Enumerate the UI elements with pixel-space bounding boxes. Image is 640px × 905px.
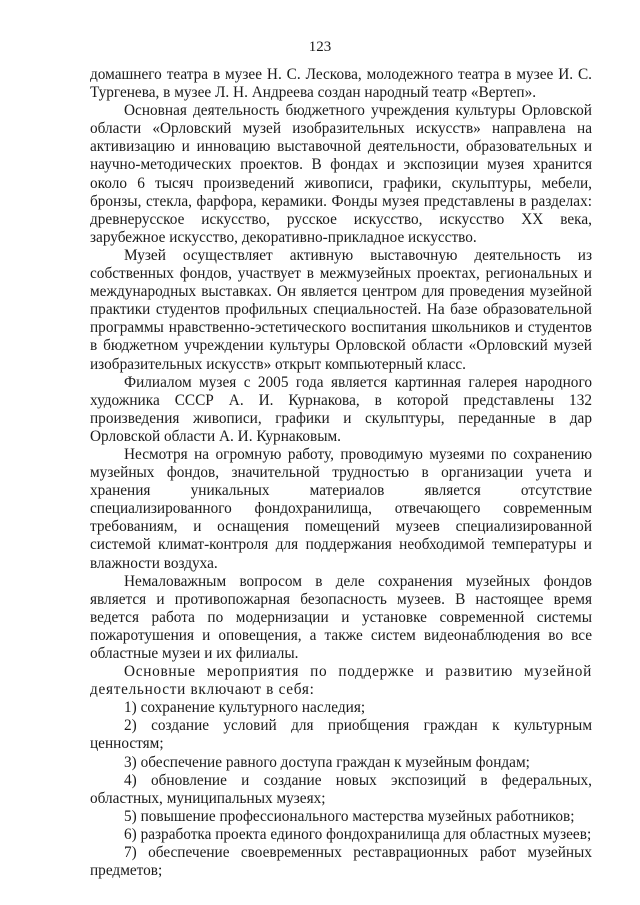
paragraph-4: Филиалом музея с 2005 года является картинная галерея народного художника СССР А. И. Курнакова, в которой представлены 132 произведения живописи, графики и скульптуры, переданные в дар Орловской области А. И. Курнаковым. — [90, 373, 592, 445]
paragraph-2: Основная деятельность бюджетного учреждения культуры Орловской области «Орловский музей изобразительных искусств» направлена на активизацию и инновацию выставочной деятельности, образовательных и научно-методических проектов. В фондах и экспозиции музея хранится около 6 тысяч произведений живописи, графики, скульптуры, мебели, бронзы, стекла, фарфора, керамики. Фонды музея представлены в разделах: древнерусское искусство, русское искусство, искусство XX века, зарубежное искусство, декоративно-прикладное искусство. — [90, 102, 592, 246]
list-item-3: 3) обеспечение равного доступа граждан к музейным фондам; — [124, 753, 530, 771]
paragraph-5: Несмотря на огромную работу, проводимую музеями по сохранению музейных фондов, значительной трудностью в организации учета и хранения уникальных материалов является отсутствие специализированного фондохранилища, отвечающего современным требованиям, и оснащения помещений музеев специализированной системой климат-контроля для поддержания необходимой температуры и влажности воздуха. — [90, 445, 592, 572]
paragraph-1: домашнего театра в музее Н. С. Лескова, молодежного театра в музее И. С. Тургенева, в музее Л. Н. Андреева создан народный театр «Вертеп». — [90, 66, 592, 102]
paragraph-7: Основные мероприятия по поддержке и развитию музейной деятельности включают в себя: — [90, 663, 592, 699]
document-body — [90, 66, 592, 880]
list-item-7: 7) обеспечение своевременных реставрационных работ музейных предметов; — [90, 844, 592, 880]
list-item-2: 2) создание условий для приобщения граждан к культурным ценностям; — [90, 717, 592, 753]
list-item-4: 4) обновление и создание новых экспозиций в федеральных, областных, муниципальных музеях; — [90, 771, 592, 807]
paragraph-3: Музей осуществляет активную выставочную деятельность из собственных фондов, участвует в межмузейных проектах, региональных и международных выставках. Он является центром для проведения музейной практики студентов профильных специальностей. На базе образовательной программы нравственно-эстетического воспитания школьников и студентов в бюджетном учреждении культуры Орловской области «Орловский музей изобразительных искусств» открыт компьютерный класс. — [90, 246, 592, 373]
list-item-5: 5) повышение профессионального мастерства музейных работников; — [124, 807, 575, 825]
list-item-1: 1) сохранение культурного наследия; — [124, 699, 366, 717]
list-item-6: 6) разработка проекта единого фондохранилища для областных музеев; — [124, 825, 592, 843]
paragraph-6: Немаловажным вопросом в деле сохранения музейных фондов является и противопожарная безопасность музеев. В настоящее время ведется работа по модернизации и установке современной системы пожаротушения и оповещения, а также систем видеонаблюдения во все областные музеи и их филиалы. — [90, 572, 592, 662]
page-number: 123 — [308, 39, 332, 55]
